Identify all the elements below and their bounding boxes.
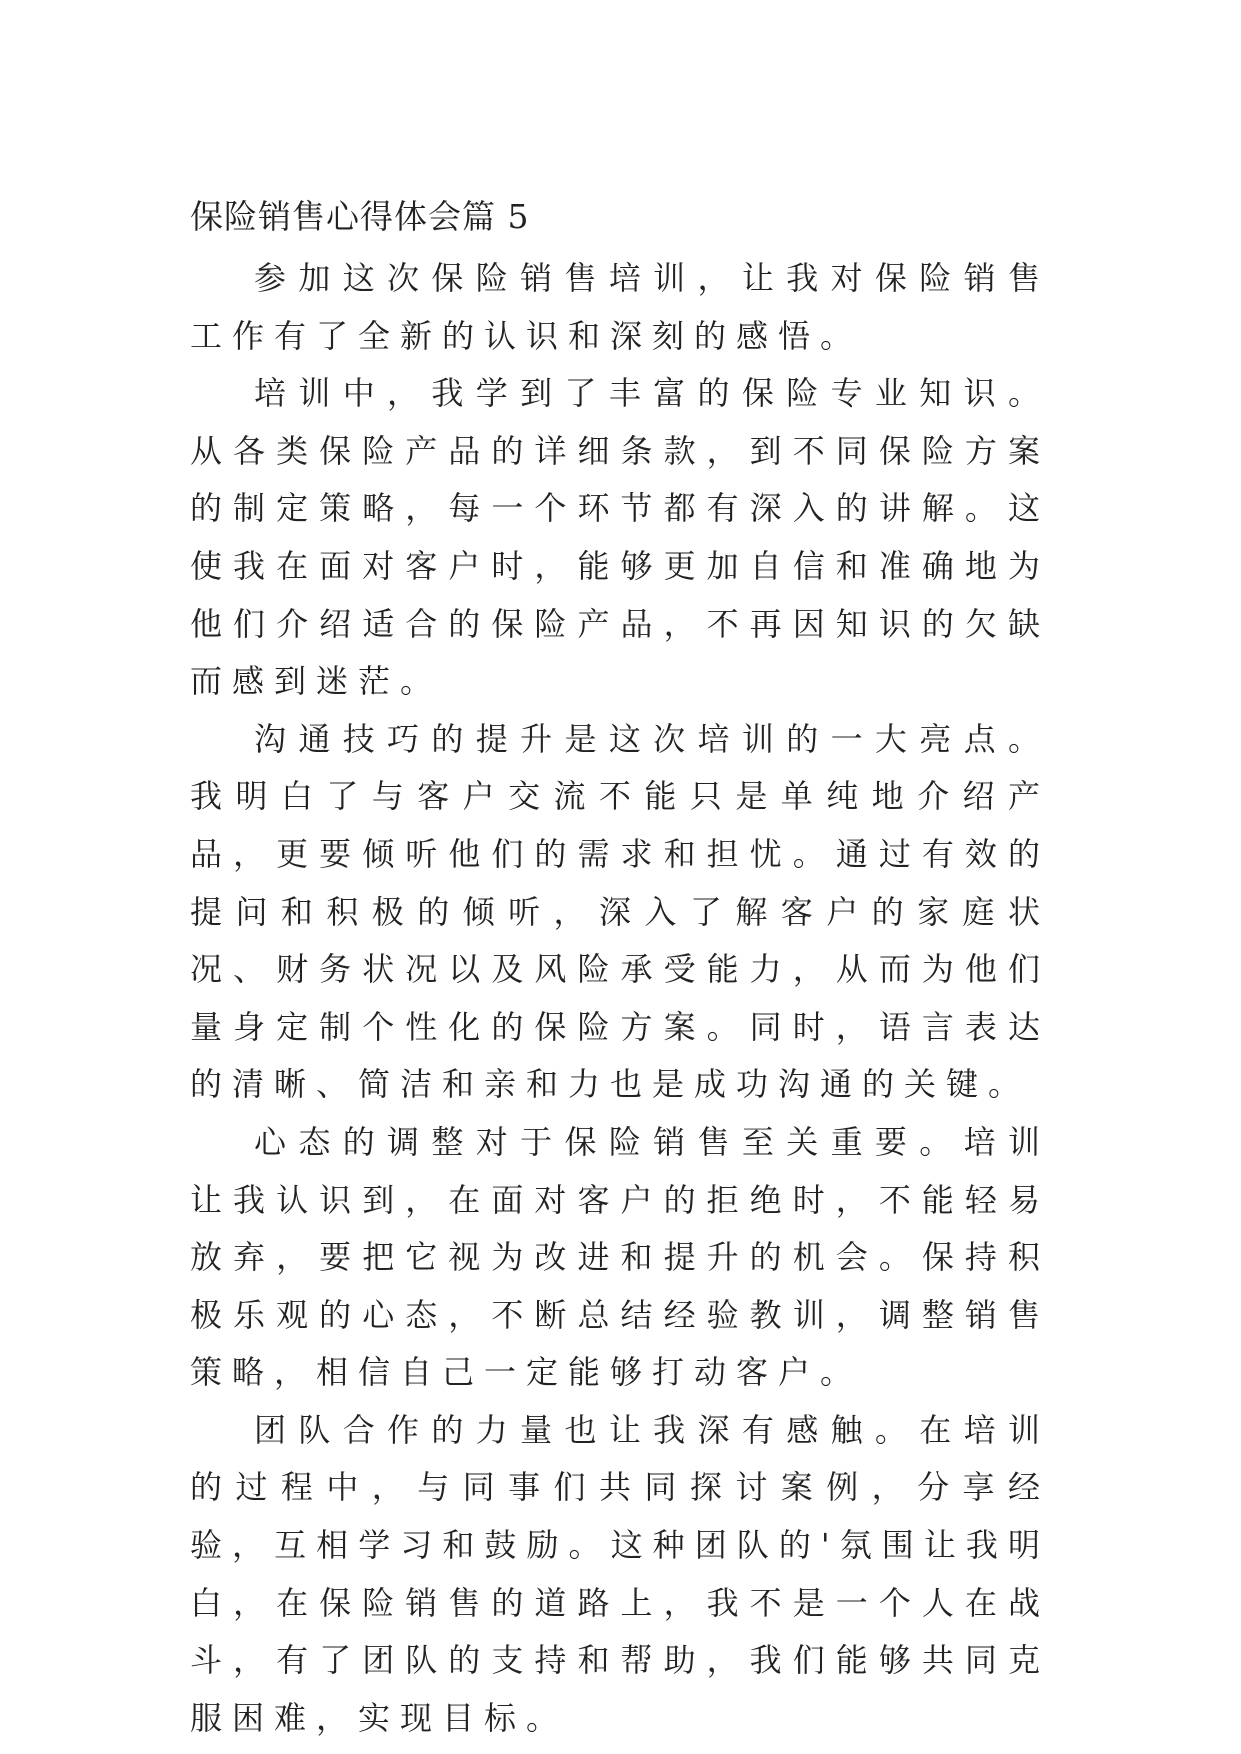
paragraph-4: 心态的调整对于保险销售至关重要。培训让我认识到，在面对客户的拒绝时，不能轻易放弃，要把它视为改进和提升的机会。保持积极乐观的心态，不断总结经验教训，调整销售策略，相信自己一定能够打动客户。 [190,1122,1050,1392]
paragraph-1: 参加这次保险销售培训，让我对保险销售工作有了全新的认识和深刻的感悟。 [190,259,1050,355]
paragraph-2: 培训中，我学到了丰富的保险专业知识。从各类保险产品的详细条款，到不同保险方案的制定策略，每一个环节都有深入的讲解。这使我在面对客户时，能够更加自信和准确地为他们介绍适合的保险产品，不再因知识的欠缺而感到迷茫。 [190,374,1050,701]
paragraph-3: 沟通技巧的提升是这次培训的一大亮点。我明白了与客户交流不能只是单纯地介绍产品，更要倾听他们的需求和担忧。通过有效的提问和积极的倾听，深入了解客户的家庭状况、财务状况以及风险承受能力，从而为他们量身定制个性化的保险方案。同时，语言表达的清晰、简洁和亲和力也是成功沟通的关键。 [190,719,1050,1104]
paragraph-5: 团队合作的力量也让我深有感触。在培训的过程中，与同事们共同探讨案例，分享经验，互相学习和鼓励。这种团队的'氛围让我明白，在保险销售的道路上，我不是一个人在战斗，有了团队的支持和帮助，我们能够共同克服困难，实现目标。 [190,1410,1050,1737]
document-title: 保险销售心得体会篇 5 [190,197,530,236]
document-body [190,250,1050,1747]
